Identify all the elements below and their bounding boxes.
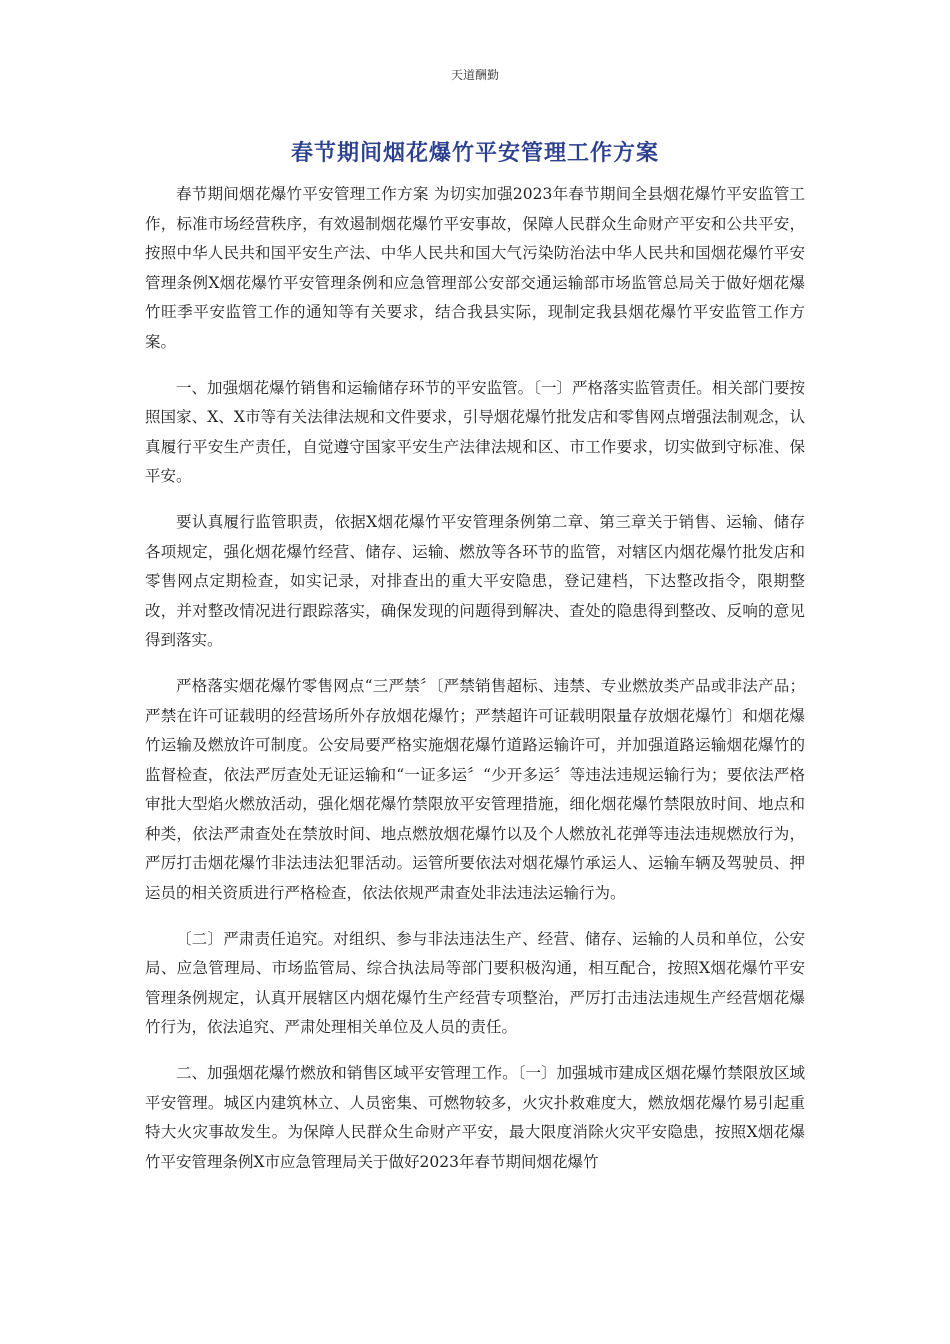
- paragraph-section-1: 一、加强烟花爆竹销售和运输储存环节的平安监管。〔一〕严格落实监管责任。相关部门要按照国家、X、X市等有关法律法规和文件要求，引导烟花爆竹批发店和零售网点增强法制观念，认真履行平安生产责任，自觉遵守国家平安生产法律法规和区、市工作要求，切实做到守标准、保平安。: [145, 378, 805, 486]
- paragraph-section-2: 二、加强烟花爆竹燃放和销售区域平安管理工作。〔一〕加强城市建成区烟花爆竹禁限放区域平安管理。城区内建筑林立、人员密集、可燃物较多，火灾扑救难度大，燃放烟花爆竹易引起重特大火灾事故发生。为保障人民群众生命财产平安，最大限度消除火灾平安隐患，按照X烟花爆竹平安管理条例X市应急管理局关于做好2023年春节期间烟花爆竹: [145, 1064, 805, 1171]
- document-body: [145, 180, 805, 1193]
- document-title: 春节期间烟花爆竹平安管理工作方案: [290, 141, 659, 166]
- page-header: 天道酬勤: [450, 68, 499, 82]
- paragraph-accountability: 〔二〕严肃责任追究。对组织、参与非法违法生产、经营、储存、运输的人员和单位，公安局、应急管理局、市场监管局、综合执法局等部门要积极沟通，相互配合，按照X烟花爆竹平安管理条例规定，认真开展辖区内烟花爆竹生产经营专项整治，严厉打击违法违规生产经营烟花爆竹行为，依法追究、严肃处理相关单位及人员的责任。: [145, 929, 805, 1037]
- paragraph-intro: 春节期间烟花爆竹平安管理工作方案 为切实加强2023年春节期间全县烟花爆竹平安监管工作，标准市场经营秩序，有效遏制烟花爆竹平安事故，保障人民群众生命财产平安和公共平安，按照中华人民共和国平安生产法、中华人民共和国大气污染防治法中华人民共和国烟花爆竹平安管理条例X烟花爆竹平安管理条例和应急管理部公安部交通运输部市场监管总局关于做好烟花爆竹旺季平安监管工作的通知等有关要求，结合我县实际，现制定我县烟花爆竹平安监管工作方案。: [145, 185, 805, 351]
- paragraph-supervision-duties: 要认真履行监管职责，依据X烟花爆竹平安管理条例第二章、第三章关于销售、运输、储存各项规定，强化烟花爆竹经营、储存、运输、燃放等各环节的监管，对辖区内烟花爆竹批发店和零售网点定期检查，如实记录，对排查出的重大平安隐患，登记建档，下达整改指令，限期整改，并对整改情况进行跟踪落实，确保发现的问题得到解决、查处的隐患得到整改、反响的意见得到落实。: [145, 512, 805, 650]
- paragraph-three-prohibitions: 严格落实烟花爆竹零售网点“三严禁〞〔严禁销售超标、违禁、专业燃放类产品或非法产品；严禁在许可证载明的经营场所外存放烟花爆竹；严禁超许可证载明限量存放烟花爆竹〕和烟花爆竹运输及燃放许可制度。公安局要严格实施烟花爆竹道路运输许可，并加强道路运输烟花爆竹的监督检查，依法严厉查处无证运输和“一证多运〞“少开多运〞等违法违规运输行为；要依法严格审批大型焰火燃放活动，强化烟花爆竹禁限放平安管理措施，细化烟花爆竹禁限放时间、地点和种类，依法严肃查处在禁放时间、地点燃放烟花爆竹以及个人燃放礼花弹等违法违规燃放行为，严厉打击烟花爆竹非法违法犯罪活动。运管所要依法对烟花爆竹承运人、运输车辆及驾驶员、押运员的相关资质进行严格检查，依法依规严肃查处非法违法运输行为。: [145, 676, 805, 903]
